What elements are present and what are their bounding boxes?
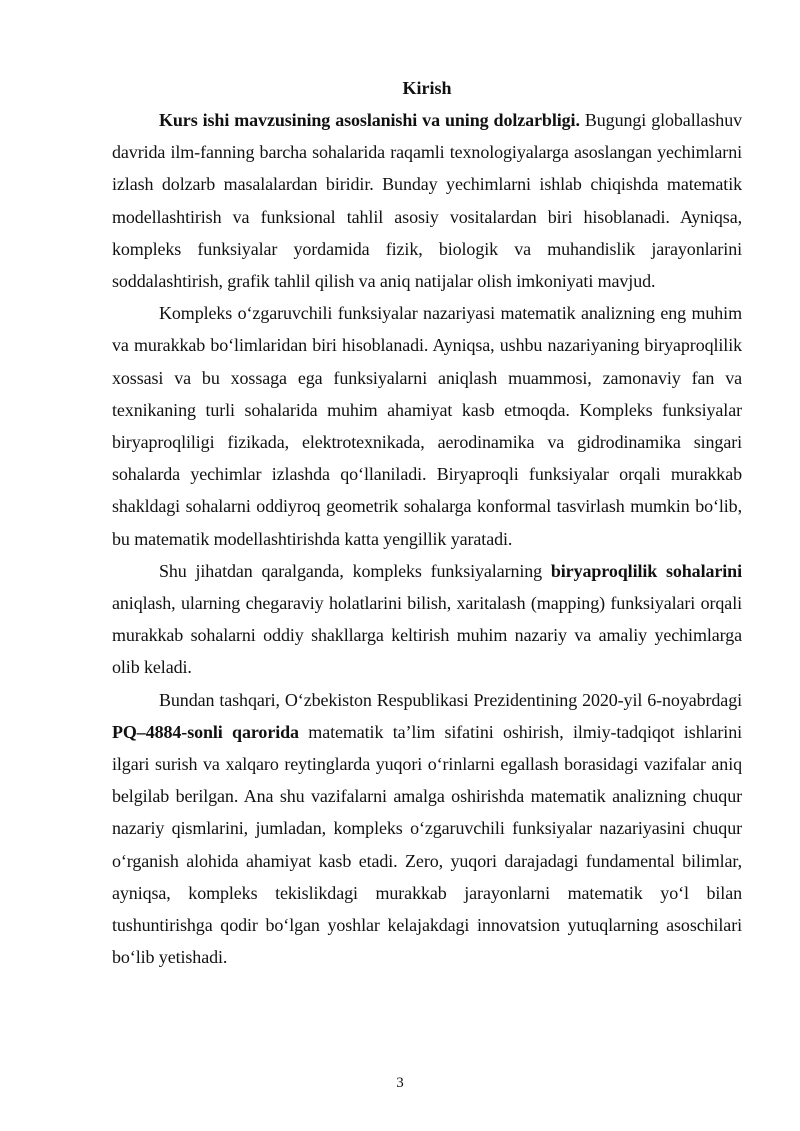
paragraph-text-after: aniqlash, ularning chegaraviy holatlarini bilish, xaritalash (mapping) funksiyalari orqali murakkab sohalarni oddiy shakllarga keltirish muhim nazariy va amaliy yechimlarga olib keladi. [112,593,742,678]
paragraph-bold-term: biryaproqlilik sohalarini [550,560,742,581]
paragraph-text-before: Bundan tashqari, Oʻzbekiston Respublikasi Prezidentining 2020-yil 6-noyabrdagi [159,689,742,710]
paragraph-bold-lead: Kurs ishi mavzusining asoslanishi va uning dolzarbligi. [159,110,580,130]
paragraph-bold-decree: PQ–4884-sonli qarorida [112,721,299,742]
section-title: Kirish [402,78,452,98]
paragraph-complex-functions [112,297,742,555]
paragraph-relevance [112,104,742,297]
page-number: 3 [396,1075,404,1091]
paragraph-univalence-domains [112,555,742,684]
paragraph-text: Bugungi globallashuv davrida ilm-fanning barcha sohalarida raqamli texnologiyalarga asoslangan yechimlarni izlash dolzarb masalalardan biridir. Bunday yechimlarni ishlab chiqishda matematik modellashtirish va funksional tahlil asosiy vositalardan biri hisoblanadi. Ayniqsa, kompleks funksiyalar yordamida fizik, biologik va muhandislik jarayonlarini soddalashtirish, grafik tahlil qilish va aniq natijalar olish imkoniyati mavjud. [112,110,742,292]
paragraph-text: Kompleks oʻzgaruvchili funksiyalar nazariyasi matematik analizning eng muhim va murakkab boʻlimlaridan biri hisoblanadi. Ayniqsa, ushbu nazariyaning biryaproqlilik xossasi va bu xossaga ega funksiyalarni aniqlash muammosi, zamonaviy fan va texnikaning turli sohalarida muhim ahamiyat kasb etmoqda. Kompleks funksiyalar biryaproqliligi fizikada, elektrotexnikada, aerodinamika va gidrodinamika singari sohalarda yechimlar izlashda qoʻllaniladi. Biryaproqli funksiyalar orqali murakkab shakldagi sohalarni oddiyroq geometrik sohalarga konformal tasvirlash mumkin boʻlib, bu matematik modellashtirishda katta yengillik yaratadi. [112,303,742,549]
paragraph-presidential-decree [112,684,742,974]
paragraph-text-after: matematik taʼlim sifatini oshirish, ilmiy-tadqiqot ishlarini ilgari surish va xalqaro reytinglarda yuqori oʻrinlarni egallash borasidagi vazifalar aniq belgilab berilgan. Ana shu vazifalarni amalga oshirishda matematik analizning chuqur nazariy qismlarini, jumladan, kompleks oʻzgaruvchili funksiyalar nazariyasini chuqur oʻrganish alohida ahamiyat kasb etadi. Zero, yuqori darajadagi fundamental bilimlar, ayniqsa, kompleks tekislikdagi murakkab jarayonlarni matematik yoʻl bilan tushuntirishga qodir boʻlgan yoshlar kelajakdagi innovatsion yutuqlarning asoschilari boʻlib yetishadi. [112,721,742,968]
paragraph-text-before: Shu jihatdan qaralganda, kompleks funksiyalarning [159,560,551,581]
document-page [112,72,742,973]
